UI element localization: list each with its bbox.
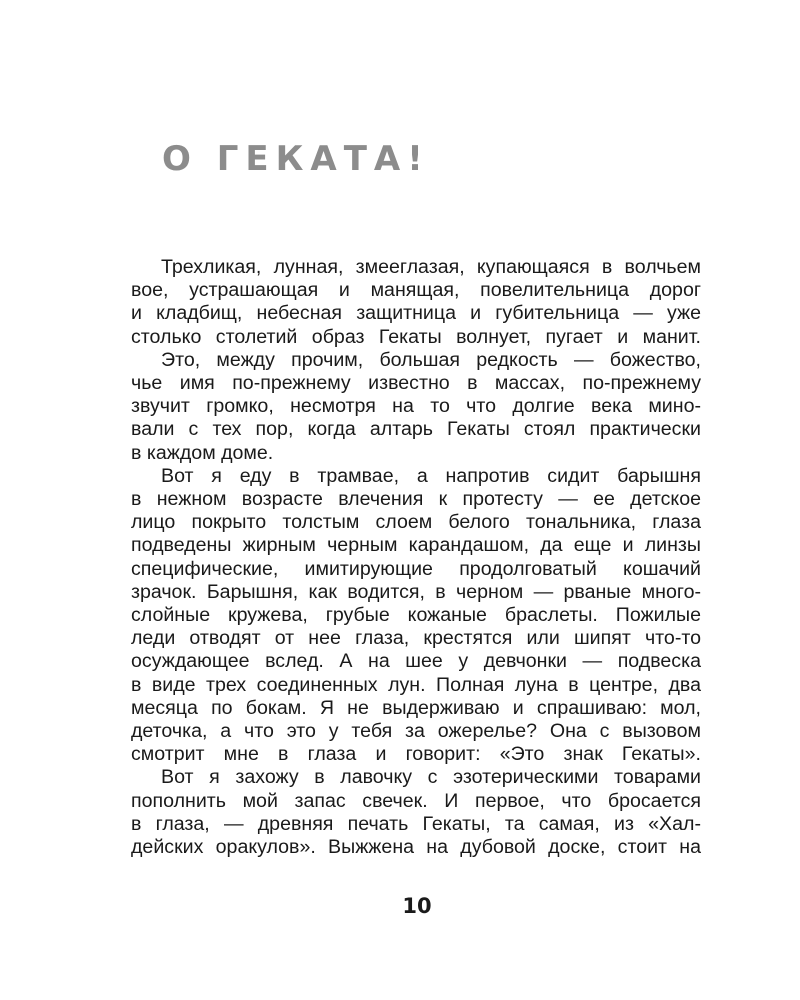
paragraph-4: [131, 766, 701, 859]
text-line: звучит громко, несмотря на то что долгие века мино-: [131, 395, 701, 418]
text-line: специфические, имитирующие продолговатый кошачий: [131, 557, 701, 580]
text-line: чье имя по-прежнему известно в массах, по-прежнему: [131, 372, 701, 395]
text-line: в нежном возрасте влечения к протесту — ее детское: [131, 488, 701, 511]
text-line: в каждом доме.: [131, 441, 274, 464]
text-line: пополнить мой запас свечек. И первое, что бросается: [131, 789, 701, 812]
body-text: [131, 256, 701, 859]
text-line: дейских оракулов». Выжжена на дубовой доске, стоит на: [131, 836, 701, 859]
text-line: и кладбищ, небесная защитница и губительница — уже: [131, 302, 701, 325]
text-line: столько столетий образ Гекаты волнует, пугает и манит.: [131, 325, 701, 348]
text-line: Вот я еду в трамвае, а напротив сидит барышня: [161, 464, 701, 487]
text-line: месяца по бокам. Я не выдерживаю и спрашиваю: мол,: [131, 696, 701, 719]
paragraph-3: [131, 465, 701, 767]
text-line: леди отводят от нее глаза, крестятся или шипят что-то: [131, 627, 701, 650]
text-line: смотрит мне в глаза и говорит: «Это знак Гекаты».: [131, 743, 701, 766]
paragraph-1: [131, 256, 701, 349]
text-line: слойные кружева, грубые кожаные браслеты. Пожилые: [131, 604, 701, 627]
text-line: осуждающее вслед. А на шее у девчонки — подвеска: [131, 650, 701, 673]
text-line: Трехликая, лунная, змееглазая, купающаяся в волчьем: [161, 256, 701, 278]
text-line: вое, устрашающая и манящая, повелительница дорог: [131, 279, 701, 302]
text-line: зрачок. Барышня, как водится, в черном — рваные много-: [131, 580, 701, 603]
text-line: Это, между прочим, большая редкость — божество,: [161, 348, 701, 371]
text-line: Вот я захожу в лавочку с эзотерическими товарами: [161, 766, 701, 789]
text-line: деточка, а что это у тебя за ожерелье? Она с вызовом: [131, 720, 701, 743]
chapter-title: О ГЕКАТА!: [162, 139, 430, 179]
text-line: в виде трех соединенных лун. Полная луна в центре, два: [131, 673, 701, 696]
text-line: лицо покрыто толстым слоем белого тональника, глаза: [131, 511, 701, 534]
text-line: в глаза, — древняя печать Гекаты, та самая, из «Хал-: [131, 812, 701, 835]
text-line: вали с тех пор, когда алтарь Гекаты стоял практически: [131, 418, 701, 441]
page-number: 10: [402, 894, 432, 918]
paragraph-2: [131, 349, 701, 465]
text-line: подведены жирным черным карандашом, да еще и линзы: [131, 534, 701, 557]
